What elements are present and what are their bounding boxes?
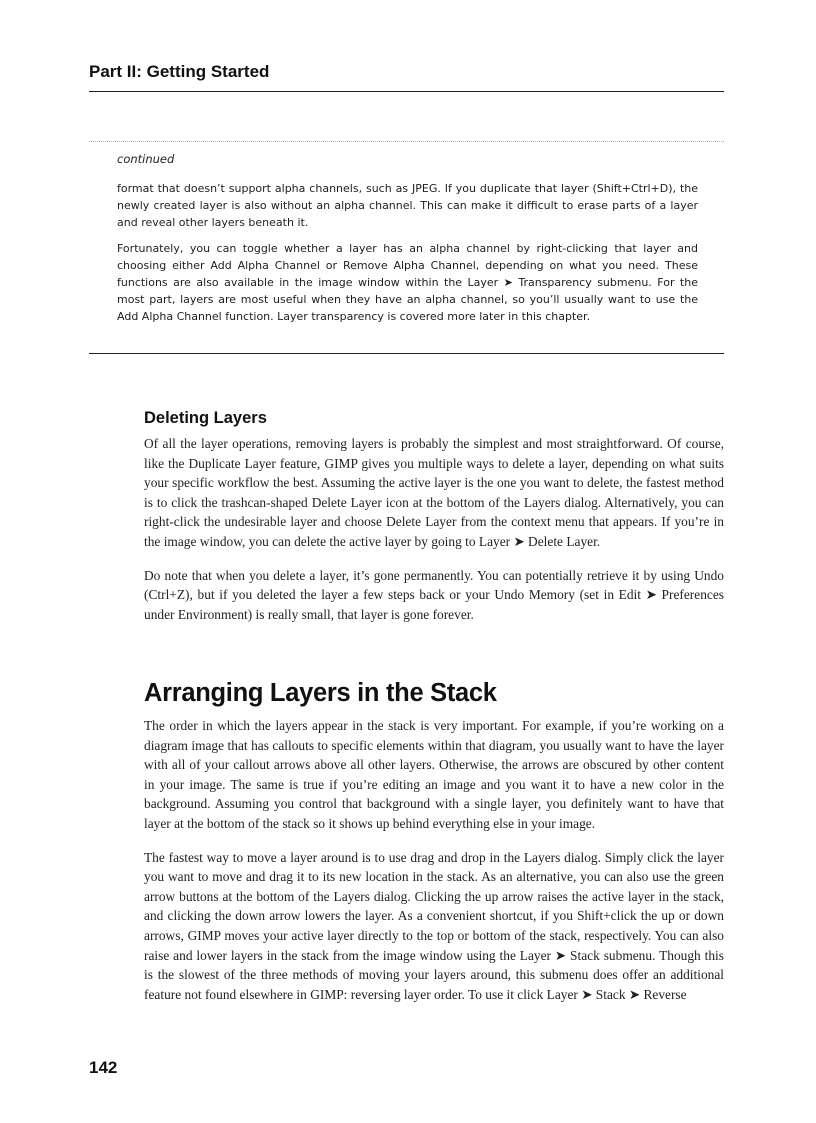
sidebar-paragraph: format that doesn’t support alpha channels, such as JPEG. If you duplicate that layer (Shift+Ctrl+D), the newly created layer is also without an alpha channel. This can make it difficult to erase parts of a layer and reveal other layers beneath it.: [117, 182, 698, 230]
section-heading-deleting-layers: Deleting Layers: [144, 409, 267, 427]
body-paragraph: Of all the layer operations, removing layers is probably the simplest and most straightforward. Of course, like the Duplicate Layer feature, GIMP gives you multiple ways to delete a layer, depending on what suits your specific workflow the best. Assuming the active layer is the one you want to delete, the fastest method is to click the trashcan-shaped Delete Layer icon at the bottom of the Layers dialog. Alternatively, you can right-click the undesirable layer and choose Delete Layer from the context menu that appears. If you’re in the image window, you can delete the active layer by going to Layer ➤ Delete Layer.: [144, 436, 724, 549]
body-paragraph: Do note that when you delete a layer, it’s gone permanently. You can potentially retrieve it by using Undo (Ctrl+Z), but if you deleted the layer a few steps back or your Undo Memory (set in Edit ➤ Preferences under Environment) is really small, that layer is gone forever.: [144, 567, 724, 622]
body-paragraph: The order in which the layers appear in the stack is very important. For example, if you’re working on a diagram image that has callouts to specific elements within that diagram, you usually want to have the layer with all of your callout arrows above all other layers. Otherwise, the arrows are obscured by other content in your image. The same is true if you’re editing an image and you want it to have a new color in the background. Assuming you control that background with a single layer, you definitely want to have that layer at the bottom of the stack so it shows up behind everything else in your image.: [144, 718, 724, 831]
running-header-title: Part II: Getting Started: [89, 62, 270, 81]
page-number: 142: [89, 1058, 118, 1077]
sidebar-box: [89, 141, 724, 354]
sidebar-continued-label: continued: [117, 152, 175, 166]
section-body-deleting-layers: [144, 434, 724, 638]
section-body-arranging-layers: [144, 716, 724, 1018]
section-heading-arranging-layers: Arranging Layers in the Stack: [144, 679, 497, 707]
running-header: [89, 62, 724, 92]
body-paragraph: The fastest way to move a layer around is to use drag and drop in the Layers dialog. Simply click the layer you want to move and drag it to its new location in the stack. As an alternative, you can also use the green arrow buttons at the bottom of the Layers dialog. Clicking the up arrow raises the active layer in the stack, and clicking the down arrow lowers the layer. As a convenient shortcut, if you Shift+click the up or down arrows, GIMP moves your active layer directly to the top or bottom of the stack, respectively. You can also raise and lower layers in the stack from the image window using the Layer ➤ Stack submenu. Though this is the slowest of the three methods of moving your layers around, this submenu does offer an additional feature not found elsewhere in GIMP: reversing layer order. To use it click Layer ➤ Stack ➤ Reverse: [144, 849, 724, 1002]
sidebar-body: [117, 180, 698, 334]
sidebar-paragraph: Fortunately, you can toggle whether a layer has an alpha channel by right-clicking that layer and choosing either Add Alpha Channel or Remove Alpha Channel, depending on what you need. These functions are also available in the image window within the Layer ➤ Transparency submenu. For the most part, layers are most useful when they have an alpha channel, so you’ll usually want to use the Add Alpha Channel function. Layer transparency is covered more later in this chapter.: [117, 241, 698, 324]
